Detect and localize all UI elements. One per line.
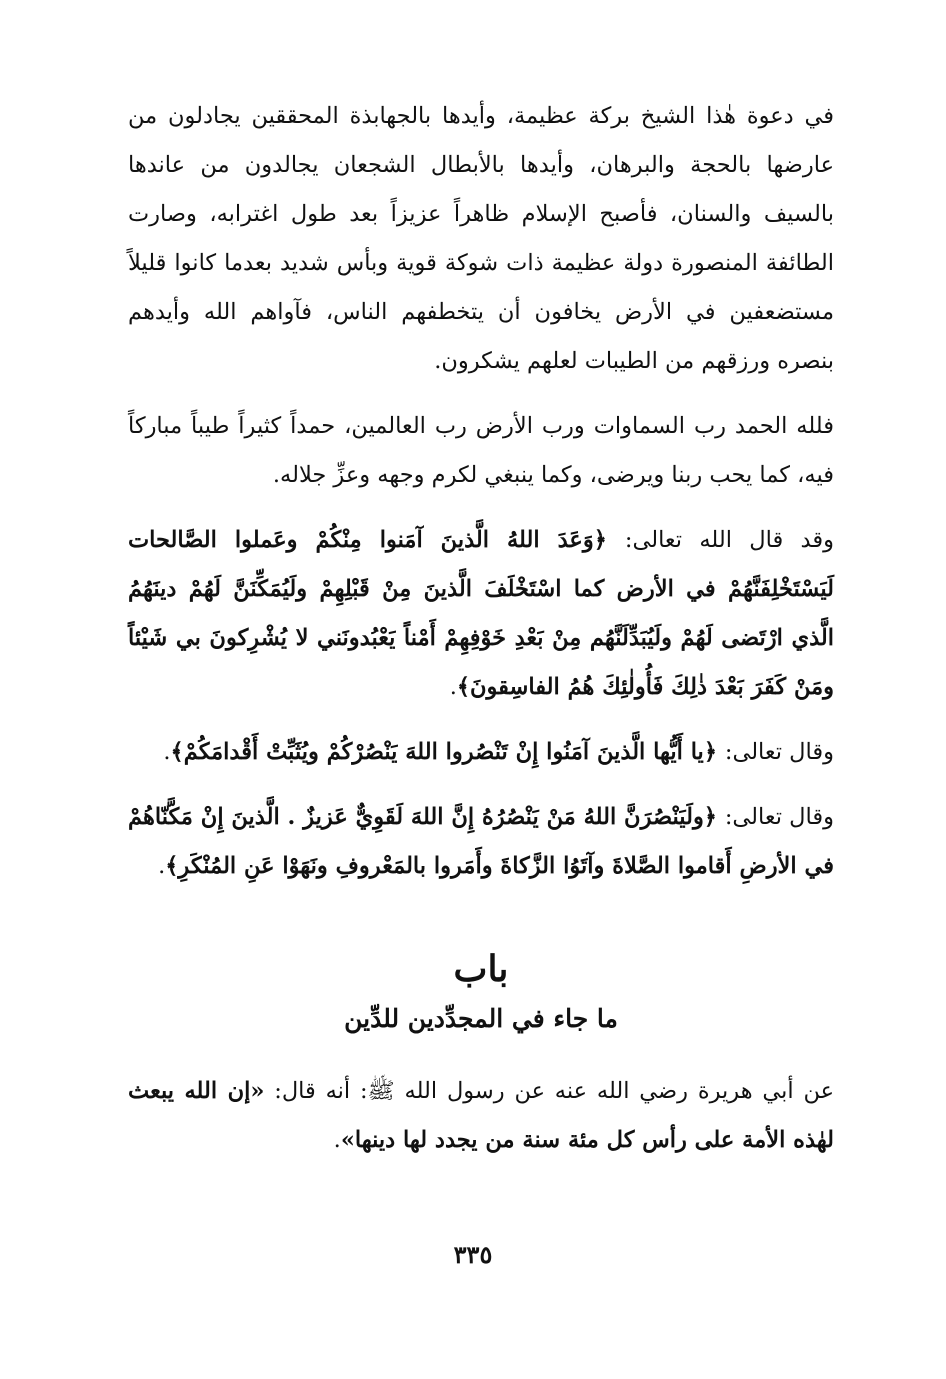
verse-end: . bbox=[163, 739, 171, 765]
quran-verse: ﴿ولَيَنْصُرَنَّ اللهُ مَنْ يَنْصُرُهُ إِنَّ اللهَ لَقَوِيٌّ عَزيزٌ . الَّذينَ إِنْ مَكَّنّاهُمْ في الأرضِ أَقاموا الصَّلاةَ وآتَوُا الزَّكاةَ وأَمَروا بالمَعْروفِ ونَهَوْا عَنِ المُنْكَرِ﴾ bbox=[128, 804, 834, 879]
verse-end: . bbox=[449, 674, 457, 700]
paragraph-praise: فلله الحمد رب السماوات ورب الأرض رب العالمين، حمداً كثيراً طيباً مباركاً فيه، كما يحب ربنا ويرضى، وكما ينبغي لكرم وجهه وعزِّ جلاله. bbox=[128, 413, 834, 488]
paragraph-dawah-blessing: في دعوة هٰذا الشيخ بركة عظيمة، وأيدها بالجهابذة المحققين يجادلون من عارضها بالحجة والبرهان، وأيدها بالأبطال الشجعان يجالدون من عاندها بالسيف والسنان، فأصبح الإسلام ظاهراً عزيزاً بعد طول اغترابه، وصارت الطائفة المنصورة دولة عظيمة ذات شوكة قوية وبأس شديد بعدما كانوا قليلاً مستضعفين في الأرض يخافون أن يتخطفهم الناس، فآواهم الله وأيدهم بنصره ورزقهم من الطيبات لعلهم يشكرون. bbox=[128, 103, 834, 374]
hadith-quote: «إن الله يبعث لهٰذه الأمة على رأس كل مئة سنة من يجدد لها دينها» bbox=[128, 1078, 834, 1153]
chapter-heading bbox=[128, 941, 834, 1041]
quran-verse: ﴿وَعَدَ اللهُ الَّذينَ آمَنوا مِنْكُمْ وعَملوا الصَّالحات لَيَسْتَخْلِفَنَّهُمْ في الأرض كما اسْتَخْلَفَ الَّذينَ مِنْ قَبْلِهِمْ ولَيُمَكِّنَنَّ لَهُمْ دينَهُمُ الَّذي ارْتَضى لَهُمْ ولَيُبَدِّلَنَّهُم مِنْ بَعْدِ خَوْفِهِمْ أَمْناً يَعْبُدونَني لا يُشْرِكونَ بي شَيْئاً ومَنْ كَفَرَ بَعْدَ ذٰلِكَ فَأُولٰئِكَ هُمُ الفاسِقونَ﴾ bbox=[128, 527, 834, 700]
paragraph-verse-support bbox=[128, 728, 834, 777]
paragraph-hadith bbox=[128, 1067, 834, 1165]
chapter-title: باب bbox=[453, 948, 509, 990]
verse-intro: وقال تعالى: bbox=[724, 739, 834, 765]
hadith-intro: عن أبي هريرة رضي الله عنه عن رسول الله ﷺ: أنه قال: bbox=[274, 1078, 835, 1104]
chapter-subtitle: ما جاء في المجدِّدين للدِّين bbox=[344, 1004, 618, 1033]
page-number: ٣٣٥ bbox=[453, 1240, 493, 1269]
verse-end: . bbox=[158, 853, 166, 879]
paragraph-verse-promise bbox=[128, 516, 834, 712]
verse-intro: وقد قال الله تعالى: bbox=[624, 527, 834, 553]
hadith-end: . bbox=[333, 1127, 341, 1153]
paragraph-verse-victory bbox=[128, 793, 834, 891]
quran-verse: ﴿يا أَيُّها الَّذينَ آمَنُوا إِنْ تَنْصُروا اللهَ يَنْصُرْكُمْ ويُثَبِّتْ أَقْدامَكُمْ﴾ bbox=[170, 739, 718, 765]
verse-intro: وقال تعالى: bbox=[724, 804, 834, 830]
page-body bbox=[128, 92, 834, 1165]
